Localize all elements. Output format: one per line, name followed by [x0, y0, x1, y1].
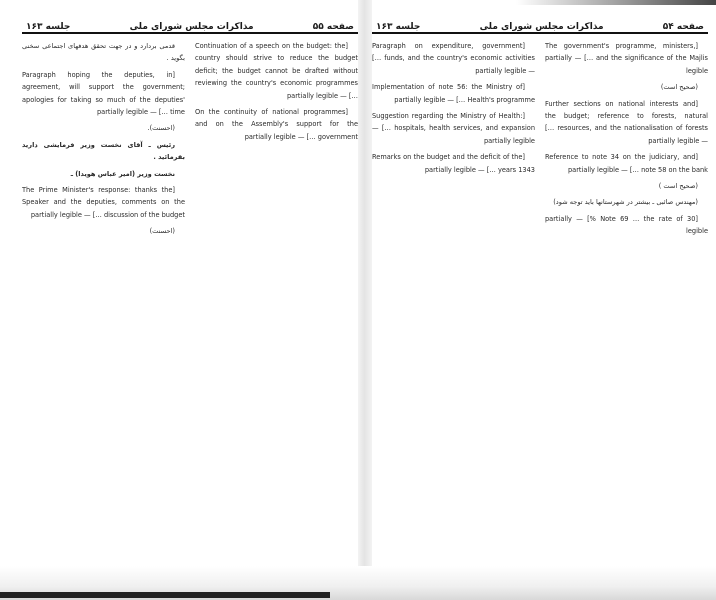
- paragraph: [Paragraph hoping the deputies, in agreement, will support the government; apologies for taking so much of the deputies' time …] — partially legible: [22, 70, 185, 117]
- paragraph: [The government's programme, ministers, and the significance of the Majlis …] — partially legible: [545, 42, 708, 75]
- book-spine: [358, 0, 372, 600]
- text-columns: [22, 40, 358, 242]
- paragraph: [Further sections on national interests and the budget; reference to forests, natural resources, and the nationalisation of forests …] — partially legible: [545, 99, 708, 145]
- right-page: [372, 18, 708, 558]
- paragraph: [Paragraph on expenditure, government funds, and the country's economic activities …] — partially legible: [372, 42, 535, 75]
- approval-note: (صحیح است ): [658, 182, 698, 191]
- session-number: جلسه ۱۶۳: [26, 22, 71, 32]
- scan-edge-top: [516, 0, 716, 5]
- page-number: صفحه ۵۴: [662, 22, 704, 32]
- text-column-left: [372, 40, 535, 242]
- left-page: [22, 18, 358, 558]
- text-columns: [372, 40, 708, 242]
- text-column-left: [22, 40, 185, 242]
- paragraph: [Reference to note 34 on the judiciary, and note 58 on the bank …] — partially legible: [545, 153, 708, 174]
- publication-title: مذاکرات مجلس شورای ملی: [129, 22, 254, 32]
- speaker-line: رئیس ـ آقای نخست وزیر فرمایشی دارید بفرمائید .: [22, 140, 185, 162]
- text-column-right: [545, 40, 708, 242]
- paragraph: [Suggestion regarding the Ministry of Health: hospitals, health services, and expansion …] — partially legible: [372, 112, 535, 145]
- session-number: جلسه ۱۶۳: [376, 22, 421, 32]
- interjection: (مهندس صائبی ـ بیشتر در شهرستانها باید توجه شود): [553, 198, 698, 207]
- paragraph: [Note 69 … the rate of 30 %] — partially legible: [545, 214, 708, 236]
- scan-edge-bottom: [0, 566, 716, 600]
- paragraph: [Continuation of a speech on the budget: the country should strive to reduce the budget deficit; the budget cannot be drafted without reviewing the country's economic programmes …] — partially legible: [195, 42, 358, 100]
- applause-note: (احسنت).: [147, 124, 175, 133]
- paragraph: قدمی بردارد و در جهت تحقق هدفهای اجتماعی سخنی بگوید .: [22, 42, 185, 63]
- speaker-line: نخست وزیر (امیر عباس هویدا) ـ: [70, 169, 175, 178]
- text-column-right: [195, 40, 358, 242]
- paragraph: [Implementation of note 56: the Ministry of Health's programme …] — partially legible: [372, 83, 535, 104]
- applause-note: (احسنت): [149, 227, 175, 236]
- running-header: [22, 18, 358, 34]
- running-header: [372, 18, 708, 34]
- approval-note: (صحیح است): [660, 83, 698, 92]
- publication-title: مذاکرات مجلس شورای ملی: [479, 22, 604, 32]
- paragraph: [On the continuity of national programmes and on the Assembly's support for the government …] — partially legible: [195, 108, 358, 141]
- page-number: صفحه ۵۵: [312, 22, 354, 32]
- scan-shadow: [0, 592, 330, 598]
- paragraph: [Remarks on the budget and the deficit of the years 1343 …] — partially legible: [372, 153, 535, 174]
- paragraph: [The Prime Minister's response: thanks the Speaker and the deputies, comments on the discussion of the budget …] — partially legible: [22, 186, 185, 219]
